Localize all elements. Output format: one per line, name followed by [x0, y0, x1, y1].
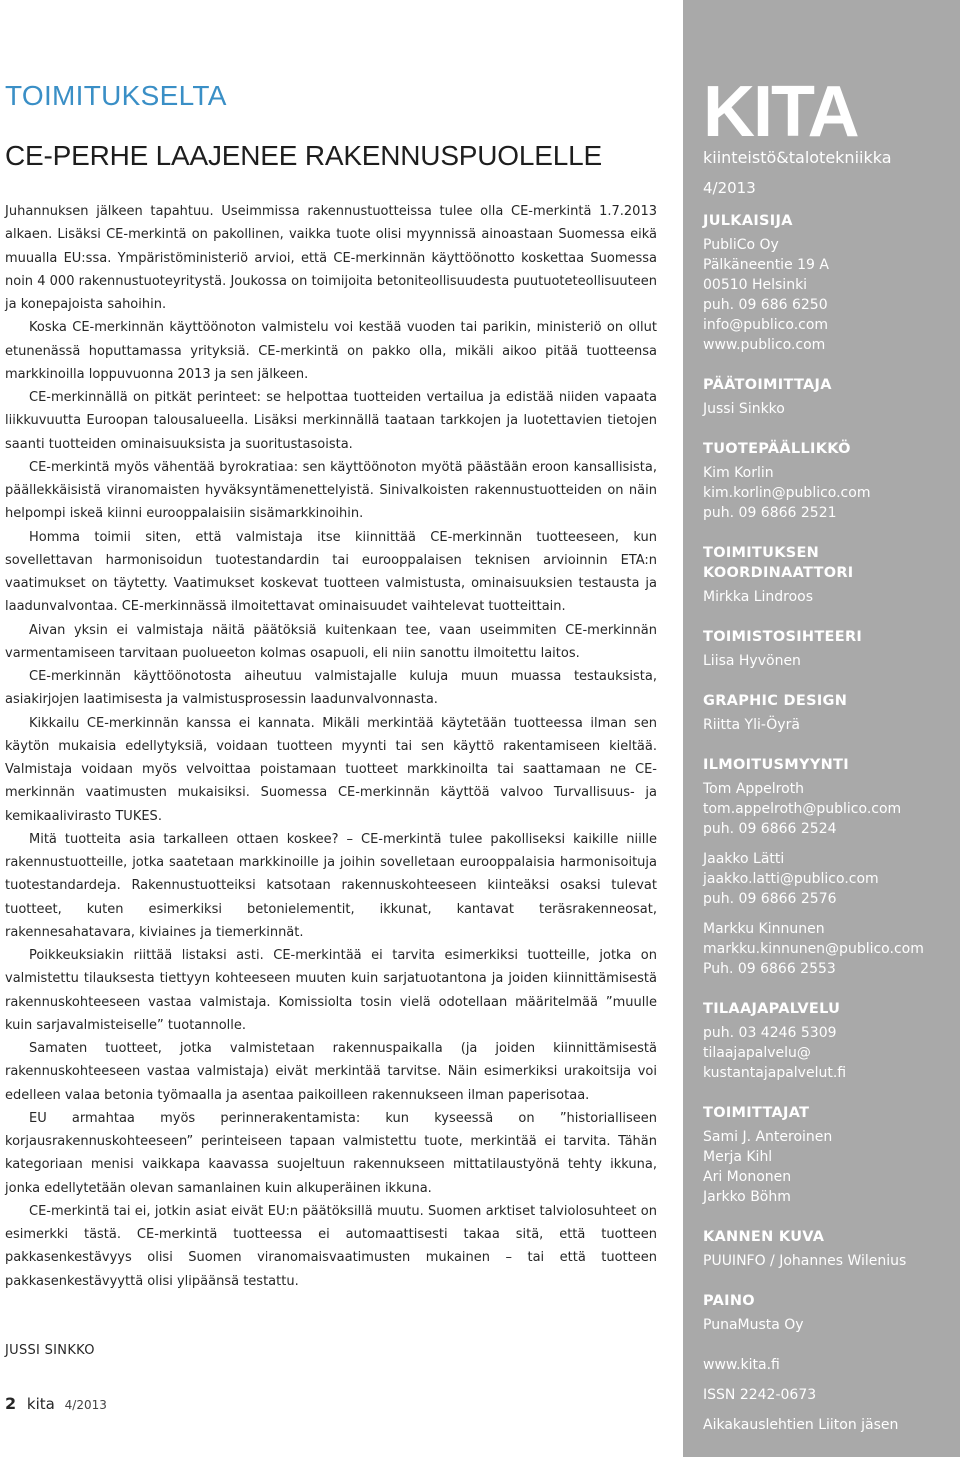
contact-link[interactable]: tom.appelroth@publico.com: [703, 801, 902, 817]
masthead-heading: ILMOITUSMYYNTI: [703, 757, 849, 773]
contact-link[interactable]: www.publico.com: [703, 337, 826, 353]
masthead-line: Liisa Hyvönen: [703, 653, 801, 669]
article-column: [5, 0, 660, 1457]
masthead-entry: [703, 587, 950, 607]
masthead-entry: [703, 235, 950, 355]
masthead-line: Mirkka Lindroos: [703, 589, 814, 605]
masthead-line: Kim Korlin: [703, 465, 774, 481]
masthead-issue: 4/2013: [703, 179, 756, 197]
masthead-line: Jarkko Böhm: [703, 1189, 791, 1205]
contact-link[interactable]: tilaajapalvelu@: [703, 1045, 811, 1061]
masthead-heading: TUOTEPÄÄLLIKKÖ: [703, 441, 851, 457]
masthead-line: Jaakko Lätti: [703, 851, 785, 867]
masthead-line: puh. 09 686 6250: [703, 297, 828, 313]
masthead-entry: [703, 1251, 950, 1271]
paragraph: CE-merkintä tai ei, jotkin asiat eivät EU:n päätöksillä muutu. Suomen arktiset talviolosuhteet on esimerkki tästä. CE-merkintä tuotteessa ei automaattisesti takaa sitä, että tuotteen pakkasenkestävyys olisi Suomen viranomaisvaatimusten mukainen – tai että tuotteen pakkasenkestävyyttä olisi ylipäänsä testattu.: [5, 1203, 657, 1289]
masthead-line: Puh. 09 6866 2553: [703, 961, 836, 977]
masthead-line: Tom Appelroth: [703, 781, 805, 797]
masthead-entry: [703, 463, 950, 523]
masthead-heading: TOIMITUKSEN KOORDINAATTORI: [703, 545, 854, 581]
masthead-line: PunaMusta Oy: [703, 1317, 804, 1333]
page-number: 2: [5, 1394, 17, 1413]
contact-link[interactable]: jaakko.latti@publico.com: [703, 871, 879, 887]
article-author: JUSSI SINKKO: [5, 1343, 95, 1358]
masthead-line: Pälkäneentie 19 A: [703, 257, 829, 273]
paragraph: Kikkailu CE-merkinnän kanssa ei kannata. Mikäli merkintää käytetään tuotteessa ilman sen käytön mukaisia edellytyksiä, voidaan tuotteen myynti tai sen käyttö rakentamiseen kieltää. Valmistaja voidaan myös velvoittaa poistamaan tuotteet markkinoilta tai saattamaan ne CE-merkinnän vaatimusten mukaisiksi. Suomessa CE-merkinnän käyttöä valvoo Turvallisuus- ja kemikaalivirasto TUKES.: [5, 715, 657, 824]
website[interactable]: www.kita.fi: [703, 1357, 780, 1373]
paragraph: Samaten tuotteet, jotka valmistetaan rakennuspaikalla (ja joiden kiinnittämisestä rakennuskohteeseen vastaa valmistaja) eivät merkintää tarvitse. Näin esimerkiksi urakoitsija voi edelleen valaa betonia työmaalla ja asentaa paikoilleen rakennukseen ilman paperisotaa.: [5, 1041, 657, 1103]
paragraph: Mitä tuotteita asia tarkalleen ottaen koskee? – CE-merkintä tulee pakolliseksi kaikille niille rakennustuotteille, jotka saatetaan markkinoille ja joihin sovelletaan eurooppalaisia harmonisoituja tuotestandardeja. Rakennustuotteiksi katsotaan rakennuskohteeseen kiinteäksi osaksi tulevat tuotteet, kuten esimerkiksi betonielementit, ikkunat, kantavat teräsrakenneosat, rakennesahatavara, kiviaines ja tiemerkinnät.: [5, 831, 657, 940]
masthead-line: PubliCo Oy: [703, 237, 779, 253]
masthead-line: Markku Kinnunen: [703, 921, 825, 937]
page-footer: [5, 1394, 107, 1413]
masthead-entry: [703, 715, 950, 735]
paragraph: CE-merkinnän käyttöönotosta aiheutuu valmistajalle kuluja muun muassa testauksista, asiakirjojen laatimisesta ja valmistusprosessin laadunvalvonnasta.: [5, 669, 657, 708]
membership: Aikakauslehtien Liiton jäsen: [703, 1417, 899, 1433]
footer-issue: 4/2013: [64, 1398, 107, 1412]
masthead-heading: GRAPHIC DESIGN: [703, 693, 848, 709]
spacer: [703, 909, 950, 919]
paragraph: EU armahtaa myös perinnerakentamista: kun kyseessä on ”historialliseen korjausrakennuskohteeseen” perinteiseen tapaan valmistettu tuote, merkintää ei tarvita. Tähän kategoriaan menisi vaikkapa kaavassa suojeltuun rakennukseen mittatilaustyönä tehty ikkuna, jonka edellytetään olevan samanlainen kuin alkuperäinen ikkuna.: [5, 1110, 657, 1196]
masthead-line: Merja Kihl: [703, 1149, 773, 1165]
masthead-heading: JULKAISIJA: [703, 213, 793, 229]
masthead-line: Riitta Yli-Öyrä: [703, 717, 800, 733]
section-label: TOIMITUKSELTA: [5, 80, 227, 111]
paragraph: Homma toimii siten, että valmistaja itse kiinnittää CE-merkinnän tuotteeseen, kun sovellettavan harmonisoidun tuotestandardin tai eurooppalaisen teknisen arvioinnin ETA:n vaatimukset on täytetty. Vaatimukset koskevat tuotteen valmistusta, ominaisuuksien testausta ja laadunvalvontaa. CE-merkinnässä ilmoitettavat ominaisuudet vaihtelevat tuotteittain.: [5, 529, 657, 615]
article-body: [5, 200, 657, 1293]
issn: ISSN 2242-0673: [703, 1387, 817, 1403]
masthead-entry: [703, 779, 950, 979]
masthead-entry: [703, 1127, 950, 1207]
contact-link[interactable]: markku.kinnunen@publico.com: [703, 941, 924, 957]
masthead-sections: [703, 211, 950, 1335]
article-headline: CE-PERHE LAAJENEE RAKENNUSPUOLELLE: [5, 140, 602, 171]
paragraph: Aivan yksin ei valmistaja näitä päätöksiä kuitenkaan tee, vaan useimmiten CE-merkinnän varmentamiseen tarvitaan puolueeton kolmas osapuoli, eli niin sanottu ilmoitettu laitos.: [5, 622, 657, 661]
masthead-line: puh. 03 4246 5309: [703, 1025, 837, 1041]
masthead-entry: [703, 399, 950, 419]
masthead-line: puh. 09 6866 2576: [703, 891, 837, 907]
masthead-heading: PÄÄTOIMITTAJA: [703, 377, 832, 393]
masthead-line: 00510 Helsinki: [703, 277, 808, 293]
masthead-sidebar: [683, 0, 960, 1457]
footer-magazine-name: kita: [26, 1395, 55, 1413]
masthead-entry: [703, 1315, 950, 1335]
masthead-line: puh. 09 6866 2524: [703, 821, 837, 837]
paragraph: Juhannuksen jälkeen tapahtuu. Useimmissa rakennustuotteissa tulee olla CE-merkintä 1.7.2013 alkaen. Lisäksi CE-merkintä on pakollinen, vaikka tuote olisi myynnissä ainoastaan Suomessa eikä muualla EU:ssa. Ympäristöministeriö arvioi, että CE-merkinnän käyttöönotto koskettaa Suomessa noin 4 000 rakennustuoteyritystä. Joukossa on toimijoita betoniteollisuudesta puutuoteteollisuuteen ja konepajoista sahoihin.: [5, 204, 657, 312]
masthead-line: PUUINFO / Johannes Wilenius: [703, 1253, 907, 1269]
masthead-line: Sami J. Anteroinen: [703, 1129, 833, 1145]
kita-logo: KITA: [703, 72, 858, 152]
masthead-line: kustantajapalvelut.fi: [703, 1065, 847, 1081]
paragraph: CE-merkintä myös vähentää byrokratiaa: sen käyttöönoton myötä päästään eroon kansallisista, päällekkäisistä viranomaisten hyväksyntämenettelyistä. Sinivalkoisten rakennustuotteiden on näin helpompi iskeä kiinni eurooppalaisiin sisämarkkinoihin.: [5, 459, 657, 522]
contact-link[interactable]: info@publico.com: [703, 317, 829, 333]
paragraph: Koska CE-merkinnän käyttöönoton valmistelu voi kestää vuoden tai parikin, ministeriö on ollut etunenässä hoputtamassa yrityksiä. CE-merkintä on pakko olla, mikäli aikoo pitää tuotteensa markkinoilla loppuvuonna 2013 ja sen jälkeen.: [5, 320, 657, 382]
masthead-heading: KANNEN KUVA: [703, 1229, 825, 1245]
masthead-entry: [703, 1023, 950, 1083]
masthead-line: puh. 09 6866 2521: [703, 505, 837, 521]
paragraph: CE-merkinnällä on pitkät perinteet: se helpottaa tuotteiden vertailua ja edistää niiden vapaata liikkuvuutta Euroopan talousalueella. Lisäksi merkinnällä taataan tarkkojen ja luotettavien tietojen saanti tuotteiden ominaisuuksista ja suoritustasoista.: [5, 390, 657, 452]
masthead-heading: TILAAJAPALVELU: [703, 1001, 841, 1017]
contact-link[interactable]: kim.korlin@publico.com: [703, 485, 871, 501]
masthead-entry: [703, 651, 950, 671]
masthead-line: Ari Mononen: [703, 1169, 792, 1185]
logo-tagline: kiinteistö&talotekniikka: [703, 148, 892, 167]
masthead-heading: TOIMISTOSIHTEERI: [703, 629, 863, 645]
masthead-line: Jussi Sinkko: [703, 401, 785, 417]
paragraph: Poikkeuksiakin riittää listaksi asti. CE-merkintää ei tarvita esimerkiksi tuotteille, jotka on valmistettu tilauksesta tiettyyn kohteeseen muuten kuin sarjatuotantona ja joiden kiinnittämisestä rakennuskohteeseen vastaa valmistaja. Komissiolta tosin vielä odotellaan määritelmää ”muulle kuin sarjavalmisteiselle” tuotannolle.: [5, 948, 657, 1033]
spacer: [703, 839, 950, 849]
masthead-heading: PAINO: [703, 1293, 755, 1309]
masthead-heading: TOIMITTAJAT: [703, 1105, 810, 1121]
